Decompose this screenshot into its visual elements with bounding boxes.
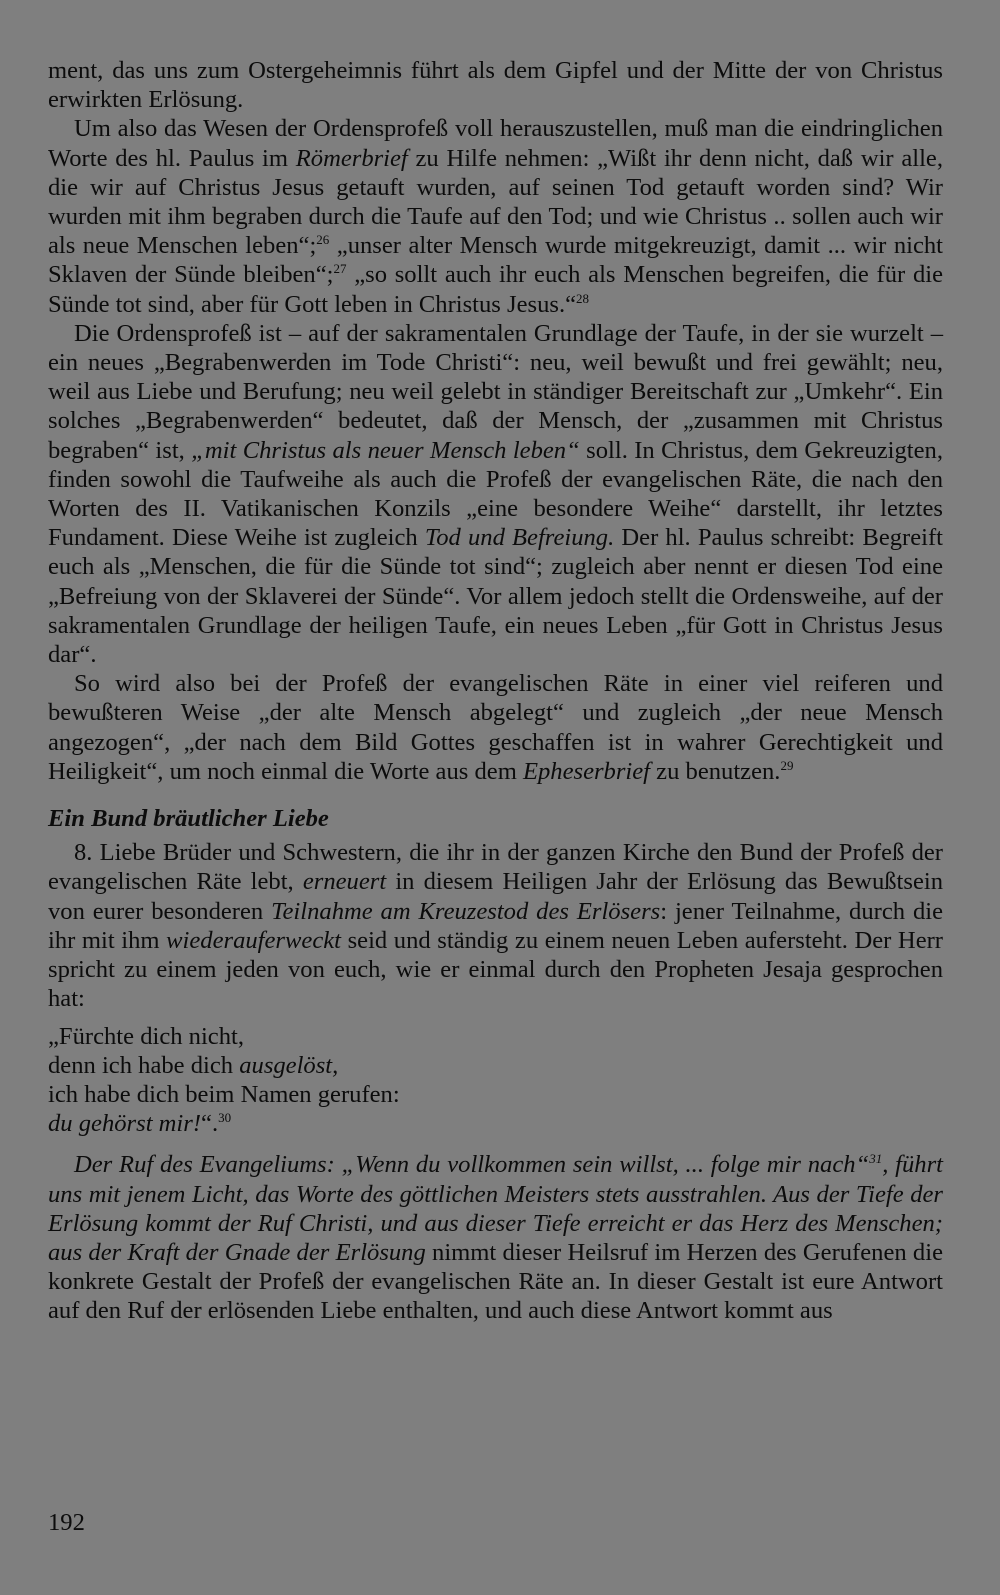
footnote-ref-26: 26 — [316, 232, 330, 248]
paragraph-5 — [48, 838, 943, 1013]
quote-line-2 — [48, 1051, 943, 1080]
footnote-ref-31: 31 — [869, 1151, 883, 1167]
paragraph-4-text-b: zu benutzen. — [650, 757, 781, 785]
paragraph-1-text: ment, das uns zum Ostergeheimnis führt als dem Gipfel und der Mitte der von Christus erwirkten Erlösung. — [48, 57, 943, 114]
paragraph-2-text-a: Um also das Wesen der Ordensprofeß voll herauszustellen, muß man die eindringlichen Worte des hl. Paulus im — [48, 115, 943, 172]
paragraph-3 — [48, 319, 943, 669]
quote-line-1: „Fürchte dich nicht, — [48, 1022, 245, 1050]
paragraph-2-text-c: „unser alter Mensch wurde mitgekreuzigt, damit ... wir nicht Sklaven der Sünde bleiben“; — [48, 232, 944, 289]
emphasis-roemerbrief: Römerbrief — [295, 144, 408, 172]
quote-line-3: ich habe dich beim Namen gerufen: — [48, 1080, 400, 1108]
page-body — [48, 56, 943, 1326]
paragraph-3-text-b: soll. In Christus, dem Gekreuzigten, finden sowohl die Taufweihe als auch die Profeß der evangelischen Räte, die nach den Worten des II. Vatikanischen Konzils „eine besondere Weihe“ darstellt, ihr letztes Fundament. Diese Weihe ist zugleich — [48, 436, 944, 552]
footnote-ref-27: 27 — [333, 261, 347, 277]
scripture-quote — [48, 1022, 943, 1139]
footnote-ref-30: 30 — [218, 1109, 232, 1125]
paragraph-6-text-c: nimmt dieser Heilsruf im Herzen des Gerufenen die konkrete Gestalt der Profeß der evangelischen Räte an. In dieser Gestalt ist eure Antwort auf den Ruf der erlösenden Liebe enthalten, und auch diese Antwort kommt aus — [48, 1238, 943, 1325]
emphasis-du-gehoerst-mir: du gehörst mir! — [48, 1110, 202, 1138]
emphasis-mit-christus: „mit Christus als neuer Mensch leben“ — [191, 436, 580, 464]
emphasis-ruf-des-evangeliums: Der Ruf des Evangeliums: „Wenn du vollkommen sein willst, ... folge mir nach“ — [74, 1151, 870, 1179]
paragraph-5-text-b: in diesem Heiligen Jahr der Erlösung das Bewußtsein von eurer besonderen — [48, 868, 943, 925]
paragraph-2 — [48, 114, 943, 318]
emphasis-wiederauferweckt: wiederauferweckt — [166, 926, 341, 954]
paragraph-2-text-d: „so sollt auch ihr euch als Menschen begreifen, die für die Sünde tot sind, aber für Gott leben in Christus Jesus.“ — [48, 261, 944, 318]
quote-line-4 — [48, 1109, 943, 1138]
emphasis-epheserbrief: Epheserbrief — [522, 757, 651, 785]
page-number: 192 — [48, 1509, 85, 1536]
emphasis-ausgeloest: ausgelöst, — [239, 1051, 339, 1079]
paragraph-5-text-d: seid und ständig zu einem neuen Leben aufersteht. Der Herr spricht zu einem jeden von euch, wie er einmal durch den Propheten Jesaja gesprochen hat: — [48, 926, 943, 1013]
paragraph-4 — [48, 669, 943, 786]
paragraph-2-text-b: zu Hilfe nehmen: „Wißt ihr denn nicht, daß wir alle, die wir auf Christus Jesus getauft wurden, auf seinen Tod getauft worden sind? Wir wurden mit ihm begraben durch die Taufe auf den Tod; und wie Christus .. sollen auch wir als neue Menschen leben“; — [48, 144, 943, 260]
paragraph-4-text-a: So wird also bei der Profeß der evangelischen Räte in einer viel reiferen und bewußteren Weise „der alte Mensch abgelegt“ und zugleich „der neue Mensch angezogen“, „der nach dem Bild Gottes geschaffen ist in wahrer Gerechtigkeit und Heiligkeit“, um noch einmal die Worte aus dem — [48, 670, 943, 785]
emphasis-teilnahme: Teilnahme am Kreuzestod des Erlösers — [271, 897, 661, 925]
emphasis-erneuert: erneuert — [302, 868, 387, 896]
footnote-ref-31-wrap — [869, 1151, 882, 1166]
paragraph-6 — [48, 1150, 943, 1325]
paragraph-3-text-a: Die Ordensprofeß ist – auf der sakramentalen Grundlage der Taufe, in der sie wurzelt – ein neues „Begrabenwerden im Tode Christi“: neu, weil bewußt und frei gewählt; neu, weil aus Liebe und Berufung; neu weil gelebt in ständiger Bereitschaft zur „Umkehr“. Ein solches „Begrabenwerden“ bedeutet, daß der Mensch, der „zusammen mit Christus begraben“ ist, — [48, 319, 943, 464]
emphasis-tod-und-befreiung: Tod und Befreiung. — [424, 524, 615, 552]
paragraph-5-text-a: 8. Liebe Brüder und Schwestern, die ihr in der ganzen Kirche den Bund der Profeß der evangelischen Räte lebt, — [48, 839, 943, 896]
section-heading: Ein Bund bräutlicher Liebe — [48, 805, 329, 833]
footnote-ref-28: 28 — [576, 290, 590, 306]
footnote-ref-29: 29 — [780, 757, 794, 773]
paragraph-3-text-c: Der hl. Paulus schreibt: Begreift euch als „Menschen, die für die Sünde tot sind“; zugleich aber nennt er diesen Tod eine „Befreiung von der Sklaverei der Sünde“. Vor allem jedoch stellt die Ordensweihe, auf der sakramentalen Grundlage der heiligen Taufe, ein neues Leben „für Gott in Christus Jesus dar“. — [48, 524, 943, 669]
emphasis-fuehrt-uns: , führt uns mit jenem Licht, das Worte des göttlichen Meisters stets ausstrahlen. Aus der Tiefe der Erlösung kommt der Ruf Christi, und aus dieser Tiefe erreicht er das Herz des Menschen; aus der Kraft der Gnade der Erlösung — [48, 1151, 943, 1266]
quote-line-4-text: “. — [201, 1110, 219, 1138]
quote-line-2-text: denn ich habe dich — [48, 1051, 240, 1079]
paragraph-1 — [48, 56, 943, 114]
paragraph-5-text-c: : jener Teilnahme, durch die ihr mit ihm — [48, 897, 943, 954]
